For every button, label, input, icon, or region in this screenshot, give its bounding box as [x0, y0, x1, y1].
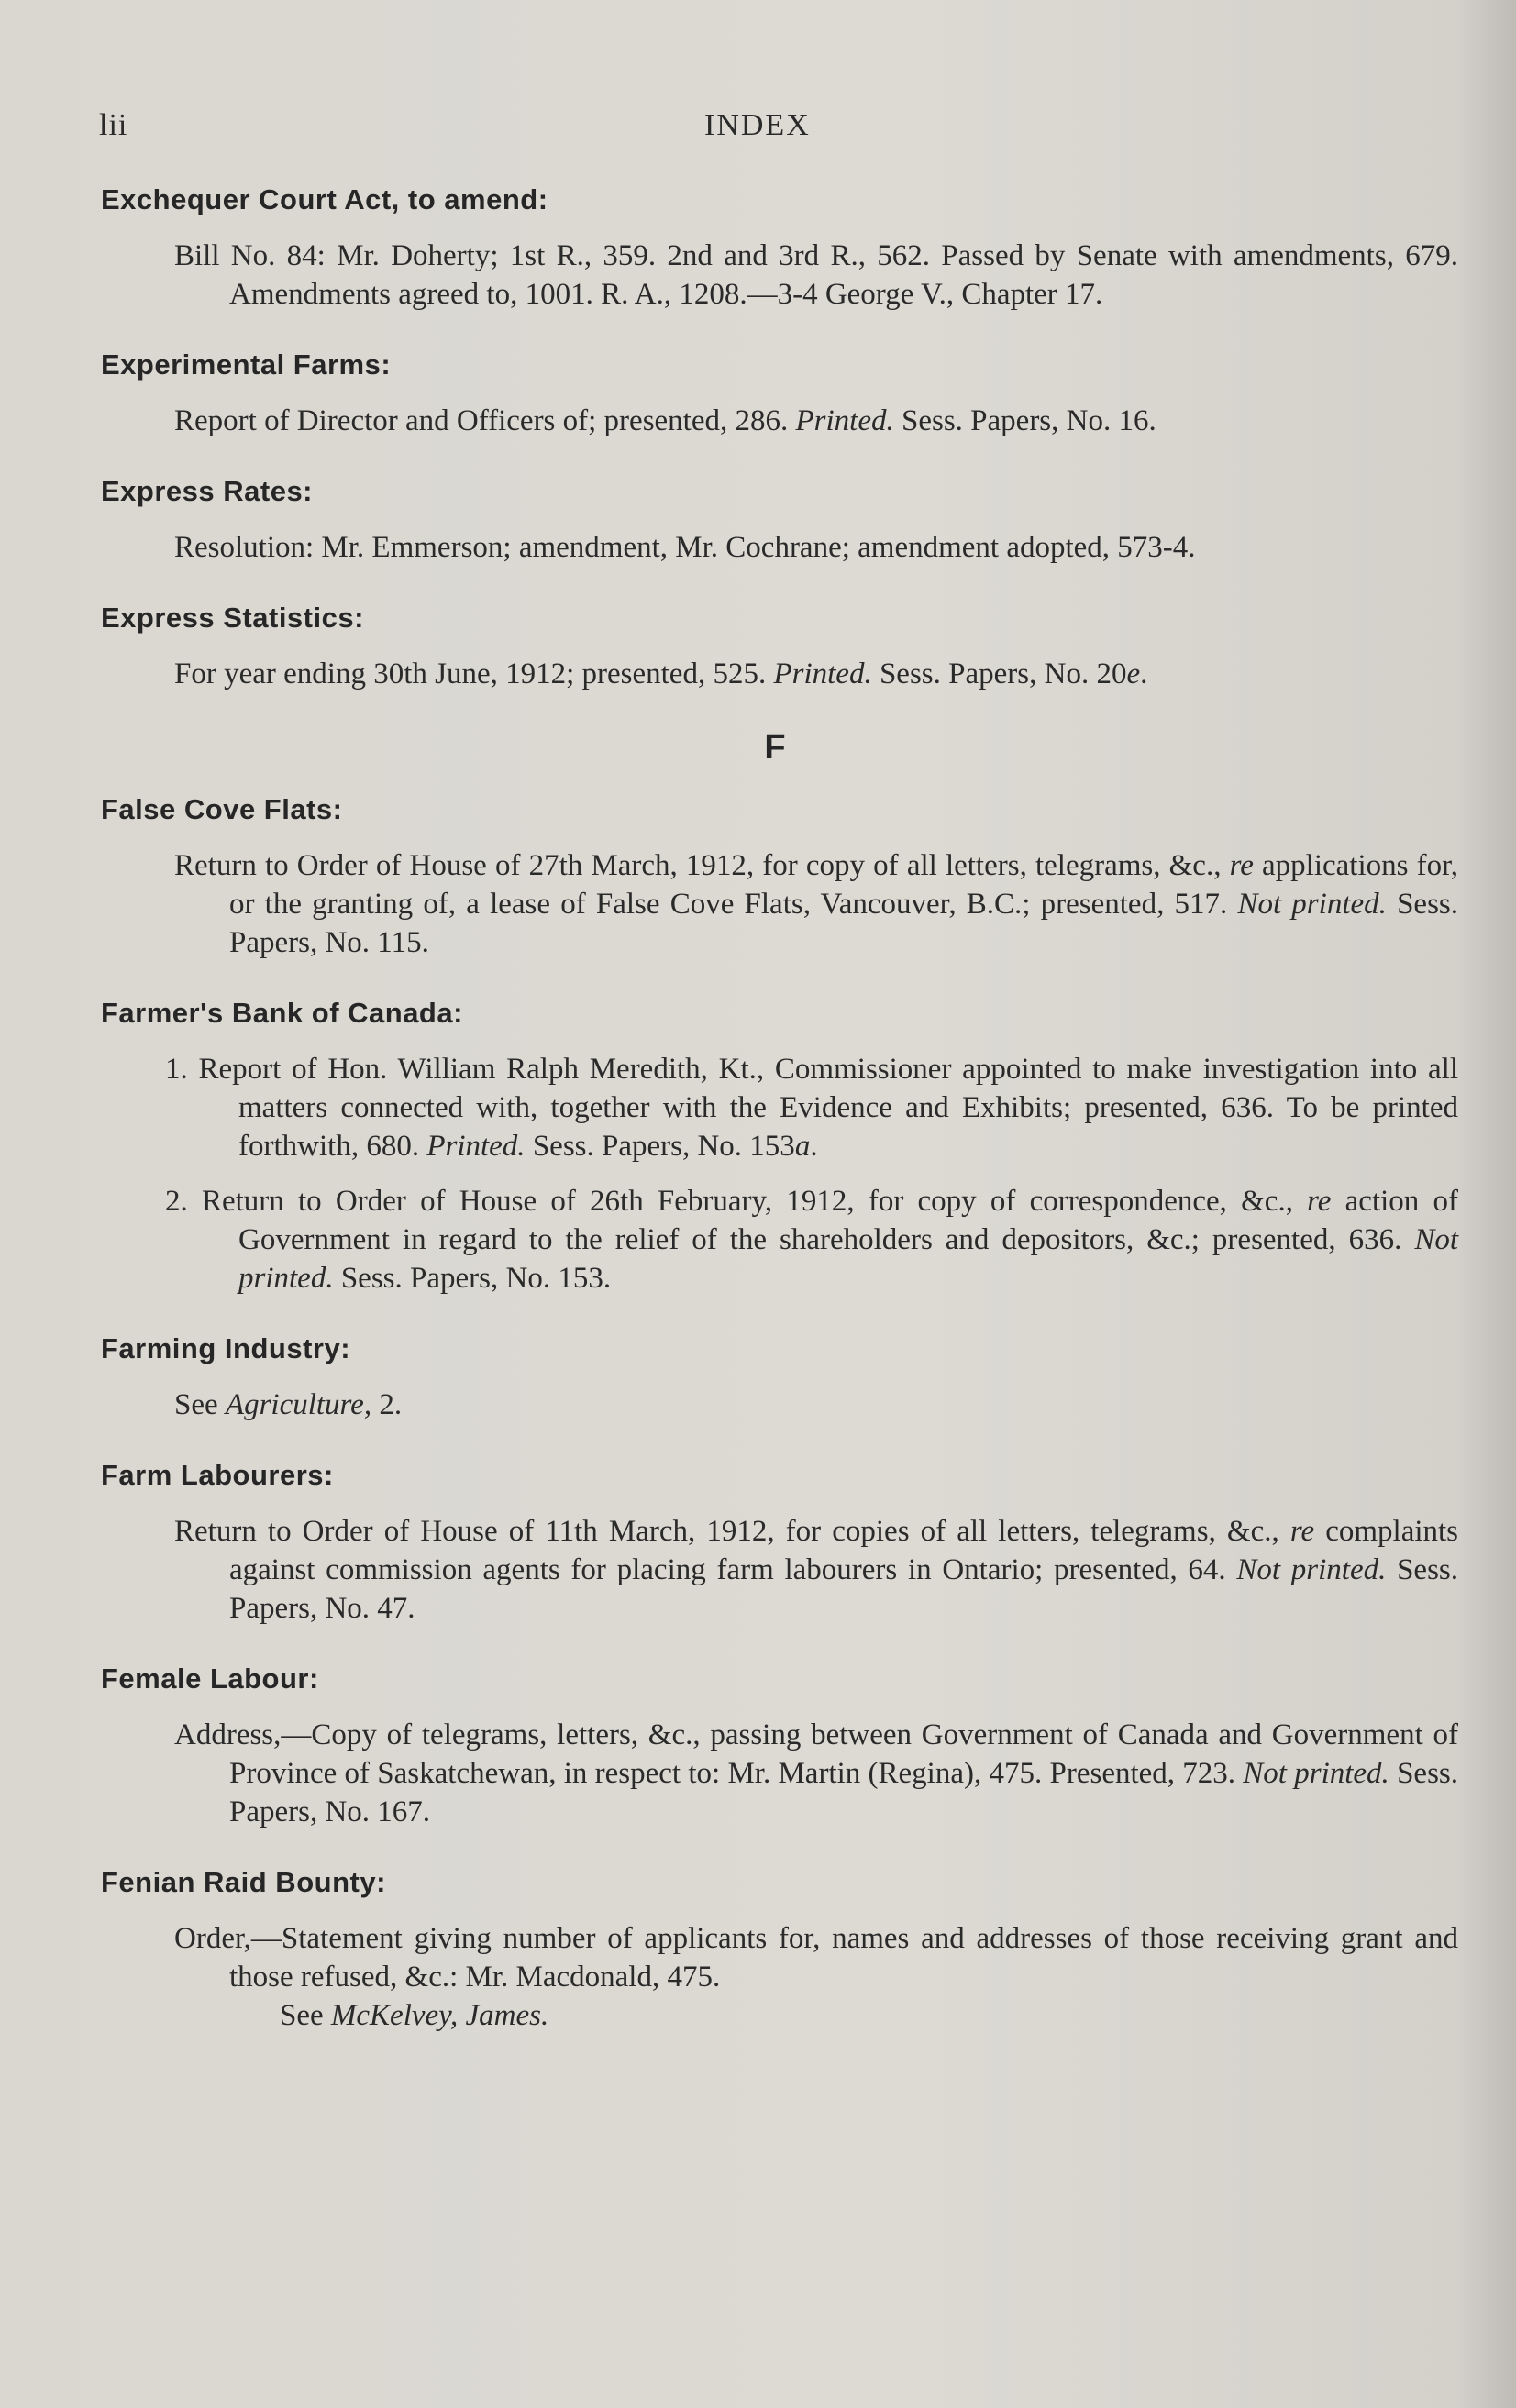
- section-letter: F: [764, 728, 786, 767]
- entry-heading: Fenian Raid Bounty:: [101, 1866, 386, 1898]
- entry-heading: Female Labour:: [101, 1662, 319, 1695]
- entry-text: 2. Return to Order of House of 26th February, 1912, for copy of correspondence, &c., re action of Government in regard to the relief of the shareholders and depositors, &c.; presented, 636. Not printed. Sess. Papers, No. 153.: [165, 1185, 1458, 1295]
- index-entry: [92, 1662, 1458, 1831]
- entry-text: Order,—Statement giving number of applicants for, names and addresses of those receiving grant and those refused, &c.: Mr. Macdonald, 475. See McKelvey, James.: [92, 1919, 1458, 2035]
- entry-heading: Express Statistics:: [101, 602, 364, 634]
- entry-heading: Exchequer Court Act, to amend:: [101, 183, 548, 215]
- index-entry: [92, 1332, 1458, 1424]
- cross-reference: See McKelvey, James.: [280, 1999, 549, 2032]
- entry-heading: Express Rates:: [101, 475, 314, 507]
- entry-text: 1. Report of Hon. William Ralph Meredith, Kt., Commissioner appointed to make investigation into all matters connected with, together with the Evidence and Exhibits; presented, 636. To be printed forthwith, 680. Printed. Sess. Papers, No. 153a.: [165, 1053, 1459, 1163]
- entry-heading: Farming Industry:: [101, 1332, 351, 1364]
- entry-text: Return to Order of House of 27th March, 1912, for copy of all letters, telegrams, &c., re applications for, or the granting of, a lease of False Cove Flats, Vancouver, B.C.; presented, 517. Not printed. Sess. Papers, No. 115.: [174, 849, 1459, 959]
- entry-text: Report of Director and Officers of; presented, 286. Printed. Sess. Papers, No. 16.: [174, 404, 1156, 437]
- index-entry: [92, 793, 1458, 962]
- entry-text: Resolution: Mr. Emmerson; amendment, Mr. Cochrane; amendment adopted, 573-4.: [174, 531, 1196, 564]
- entry-text: See Agriculture, 2.: [174, 1388, 403, 1421]
- index-entry: [92, 602, 1458, 693]
- index-entry: [92, 183, 1458, 314]
- entry-heading: Experimental Farms:: [101, 348, 392, 381]
- index-entry: [92, 348, 1458, 440]
- entry-heading: Farmer's Bank of Canada:: [101, 997, 463, 1029]
- index-entry: [92, 475, 1458, 567]
- index-entry: [92, 1866, 1458, 2035]
- index-content: [92, 183, 1458, 2070]
- page-number: lii: [99, 108, 128, 142]
- entry-heading: False Cove Flats:: [101, 793, 343, 825]
- index-entry: [92, 997, 1458, 1298]
- entry-heading: Farm Labourers:: [101, 1459, 334, 1491]
- running-title: INDEX: [704, 108, 811, 142]
- index-entry: [92, 1459, 1458, 1628]
- entry-text: Bill No. 84: Mr. Doherty; 1st R., 359. 2nd and 3rd R., 562. Passed by Senate with amendments, 679. Amendments agreed to, 1001. R. A., 1208.—3-4 George V., Chapter 17.: [174, 239, 1458, 311]
- entry-text: For year ending 30th June, 1912; presented, 525. Printed. Sess. Papers, No. 20e.: [174, 657, 1148, 690]
- entry-text: Return to Order of House of 11th March, 1912, for copies of all letters, telegrams, &c., re complaints against commission agents for placing farm labourers in Ontario; presented, 64. Not printed. Sess. Papers, No. 47.: [174, 1515, 1459, 1625]
- entry-text: Address,—Copy of telegrams, letters, &c., passing between Government of Canada and Government of Province of Saskatchewan, in respect to: Mr. Martin (Regina), 475. Presented, 723. Not printed. Sess. Papers, No. 167.: [174, 1718, 1459, 1828]
